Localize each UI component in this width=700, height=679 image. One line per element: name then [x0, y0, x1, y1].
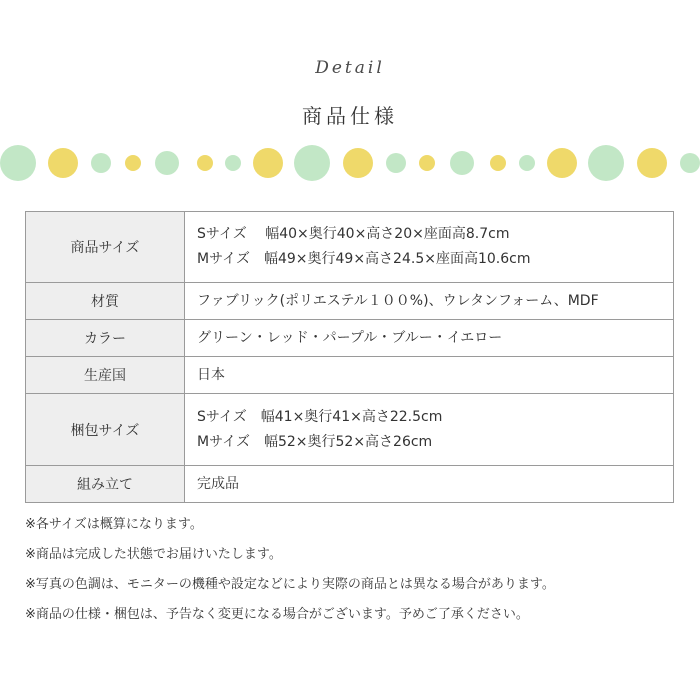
notes-list [25, 512, 555, 632]
spec-value-line: Sサイズ 幅41×奥行41×高さ22.5cm [197, 408, 443, 425]
spec-value-line: ファブリック(ポリエステル１００%)、ウレタンフォーム、MDF [197, 292, 599, 309]
spec-row-package-size [26, 394, 674, 466]
note-item: ※商品は完成した状態でお届けいたします。 [25, 547, 282, 562]
divider-dot [225, 155, 241, 171]
spec-label: 組み立て [26, 466, 185, 503]
spec-label: 材質 [26, 283, 185, 320]
divider-dot [386, 153, 406, 173]
spec-value-line: Mサイズ 幅52×奥行52×高さ26cm [197, 433, 433, 450]
divider-dot [125, 155, 141, 171]
dot-divider [0, 140, 700, 186]
divider-dot [48, 148, 78, 178]
spec-value [185, 212, 674, 283]
page-title: 商品仕様 [302, 104, 398, 128]
note-item: ※商品の仕様・梱包は、予告なく変更になる場合がございます。予めご了承ください。 [25, 607, 529, 622]
note-item: ※写真の色調は、モニターの機種や設定などにより実際の商品とは異なる場合があります。 [25, 577, 555, 592]
divider-dot [547, 148, 577, 178]
spec-label: 生産国 [26, 357, 185, 394]
divider-dot [294, 145, 330, 181]
divider-dot [588, 145, 624, 181]
spec-value [185, 394, 674, 466]
spec-row-assembly [26, 466, 674, 503]
divider-dot [197, 155, 213, 171]
spec-row-origin [26, 357, 674, 394]
spec-value-line: グリーン・レッド・パープル・ブルー・イエロー [197, 329, 503, 346]
spec-label: カラー [26, 320, 185, 357]
spec-table [25, 211, 674, 503]
spec-value [185, 357, 674, 394]
divider-dot [680, 153, 700, 173]
spec-value-line: Mサイズ 幅49×奥行49×高さ24.5×座面高10.6cm [197, 251, 531, 267]
divider-dot [637, 148, 667, 178]
spec-value-line: 日本 [197, 366, 225, 383]
section-subtitle: Detail [315, 58, 385, 78]
divider-dot [450, 151, 474, 175]
spec-value [185, 466, 674, 503]
spec-row-product-size [26, 212, 674, 283]
divider-dot [91, 153, 111, 173]
divider-dot [419, 155, 435, 171]
spec-value [185, 283, 674, 320]
spec-value-line: 完成品 [197, 475, 239, 492]
spec-label: 商品サイズ [26, 212, 185, 283]
divider-dot [343, 148, 373, 178]
divider-dot [155, 151, 179, 175]
spec-row-color [26, 320, 674, 357]
spec-label: 梱包サイズ [26, 394, 185, 466]
divider-dot [253, 148, 283, 178]
spec-value [185, 320, 674, 357]
divider-dot [490, 155, 506, 171]
spec-row-material [26, 283, 674, 320]
spec-value-line: Sサイズ 幅40×奥行40×高さ20×座面高8.7cm [197, 226, 510, 242]
divider-dot [519, 155, 535, 171]
note-item: ※各サイズは概算になります。 [25, 517, 203, 532]
divider-dot [0, 145, 36, 181]
